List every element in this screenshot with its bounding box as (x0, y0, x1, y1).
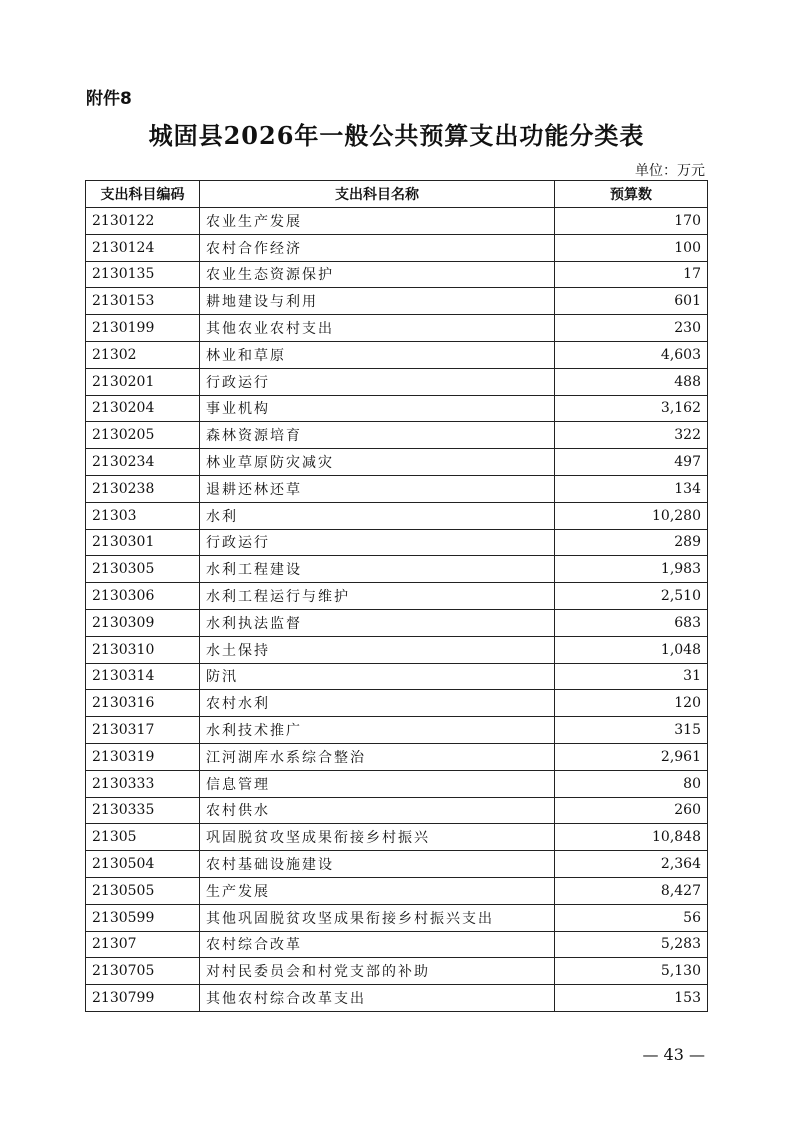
row-code: 2130799 (86, 985, 200, 1012)
row-amount: 120 (555, 690, 708, 717)
table-body (86, 208, 708, 1012)
row-amount: 8,427 (555, 877, 708, 904)
table-row (86, 556, 708, 583)
table-row (86, 931, 708, 958)
row-amount: 1,048 (555, 636, 708, 663)
row-amount: 1,983 (555, 556, 708, 583)
row-name: 林业草原防灾减灾 (200, 449, 555, 476)
row-name: 耕地建设与利用 (200, 288, 555, 315)
row-name: 水利工程建设 (200, 556, 555, 583)
table-row (86, 368, 708, 395)
row-name: 林业和草原 (200, 341, 555, 368)
row-code: 2130234 (86, 449, 200, 476)
row-name: 行政运行 (200, 529, 555, 556)
row-code: 2130309 (86, 609, 200, 636)
table-row (86, 958, 708, 985)
row-amount: 2,364 (555, 851, 708, 878)
table-row (86, 395, 708, 422)
table-row (86, 877, 708, 904)
table-header-row (86, 181, 708, 208)
row-name: 农村合作经济 (200, 234, 555, 261)
table-row (86, 208, 708, 235)
header-code: 支出科目编码 (86, 181, 200, 208)
table-row (86, 315, 708, 342)
table-row (86, 502, 708, 529)
row-code: 2130316 (86, 690, 200, 717)
row-amount: 134 (555, 475, 708, 502)
table-row (86, 904, 708, 931)
row-amount: 683 (555, 609, 708, 636)
row-code: 21303 (86, 502, 200, 529)
row-name: 事业机构 (200, 395, 555, 422)
row-code: 2130205 (86, 422, 200, 449)
row-code: 2130204 (86, 395, 200, 422)
table-row (86, 422, 708, 449)
row-code: 2130124 (86, 234, 200, 261)
row-code: 2130317 (86, 717, 200, 744)
row-code: 2130333 (86, 770, 200, 797)
table-row (86, 449, 708, 476)
page-title: 城固县2026年一般公共预算支出功能分类表 (148, 121, 645, 150)
row-amount: 100 (555, 234, 708, 261)
unit-label: 单位：万元 (635, 163, 705, 179)
row-code: 2130301 (86, 529, 200, 556)
table-row (86, 609, 708, 636)
row-amount: 10,280 (555, 502, 708, 529)
table-row (86, 234, 708, 261)
table-row (86, 770, 708, 797)
row-code: 2130306 (86, 583, 200, 610)
row-code: 2130135 (86, 261, 200, 288)
row-amount: 315 (555, 717, 708, 744)
table-row (86, 743, 708, 770)
row-amount: 10,848 (555, 824, 708, 851)
row-name: 生产发展 (200, 877, 555, 904)
row-name: 其他农业农村支出 (200, 315, 555, 342)
row-amount: 230 (555, 315, 708, 342)
row-name: 水利技术推广 (200, 717, 555, 744)
row-code: 21302 (86, 341, 200, 368)
table-row (86, 663, 708, 690)
row-name: 水利 (200, 502, 555, 529)
row-code: 2130319 (86, 743, 200, 770)
table-row (86, 690, 708, 717)
table-row (86, 985, 708, 1012)
row-name: 农业生产发展 (200, 208, 555, 235)
row-code: 21305 (86, 824, 200, 851)
row-amount: 80 (555, 770, 708, 797)
row-name: 农业生态资源保护 (200, 261, 555, 288)
row-amount: 322 (555, 422, 708, 449)
table-row (86, 529, 708, 556)
row-amount: 153 (555, 985, 708, 1012)
row-amount: 497 (555, 449, 708, 476)
row-name: 退耕还林还草 (200, 475, 555, 502)
row-amount: 260 (555, 797, 708, 824)
row-amount: 2,961 (555, 743, 708, 770)
row-amount: 2,510 (555, 583, 708, 610)
attachment-label: 附件8 (86, 89, 132, 109)
row-code: 2130504 (86, 851, 200, 878)
row-amount: 170 (555, 208, 708, 235)
row-name: 森林资源培育 (200, 422, 555, 449)
row-name: 水利工程运行与维护 (200, 583, 555, 610)
row-amount: 56 (555, 904, 708, 931)
header-amount: 预算数 (555, 181, 708, 208)
table-row (86, 717, 708, 744)
row-code: 2130599 (86, 904, 200, 931)
table-row (86, 636, 708, 663)
header-name: 支出科目名称 (200, 181, 555, 208)
row-name: 江河湖库水系综合整治 (200, 743, 555, 770)
row-amount: 488 (555, 368, 708, 395)
table-row (86, 797, 708, 824)
row-name: 农村综合改革 (200, 931, 555, 958)
row-name: 水土保持 (200, 636, 555, 663)
row-amount: 5,130 (555, 958, 708, 985)
row-code: 2130505 (86, 877, 200, 904)
row-code: 2130314 (86, 663, 200, 690)
row-name: 防汛 (200, 663, 555, 690)
row-name: 其他巩固脱贫攻坚成果衔接乡村振兴支出 (200, 904, 555, 931)
row-name: 水利执法监督 (200, 609, 555, 636)
page-number: — 43 — (642, 1045, 705, 1064)
table-row (86, 824, 708, 851)
row-amount: 3,162 (555, 395, 708, 422)
row-amount: 17 (555, 261, 708, 288)
table-row (86, 583, 708, 610)
row-amount: 4,603 (555, 341, 708, 368)
row-code: 2130705 (86, 958, 200, 985)
row-code: 2130305 (86, 556, 200, 583)
table-row (86, 475, 708, 502)
row-name: 其他农村综合改革支出 (200, 985, 555, 1012)
row-code: 2130199 (86, 315, 200, 342)
row-name: 巩固脱贫攻坚成果衔接乡村振兴 (200, 824, 555, 851)
row-code: 2130310 (86, 636, 200, 663)
row-name: 行政运行 (200, 368, 555, 395)
row-code: 2130153 (86, 288, 200, 315)
table-row (86, 261, 708, 288)
table-row (86, 851, 708, 878)
budget-table (85, 180, 708, 1012)
row-amount: 601 (555, 288, 708, 315)
row-amount: 5,283 (555, 931, 708, 958)
row-code: 2130122 (86, 208, 200, 235)
row-code: 21307 (86, 931, 200, 958)
row-code: 2130201 (86, 368, 200, 395)
row-name: 对村民委员会和村党支部的补助 (200, 958, 555, 985)
row-name: 农村水利 (200, 690, 555, 717)
row-name: 信息管理 (200, 770, 555, 797)
row-amount: 289 (555, 529, 708, 556)
row-name: 农村基础设施建设 (200, 851, 555, 878)
row-amount: 31 (555, 663, 708, 690)
row-code: 2130238 (86, 475, 200, 502)
row-name: 农村供水 (200, 797, 555, 824)
table-row (86, 341, 708, 368)
table-row (86, 288, 708, 315)
row-code: 2130335 (86, 797, 200, 824)
